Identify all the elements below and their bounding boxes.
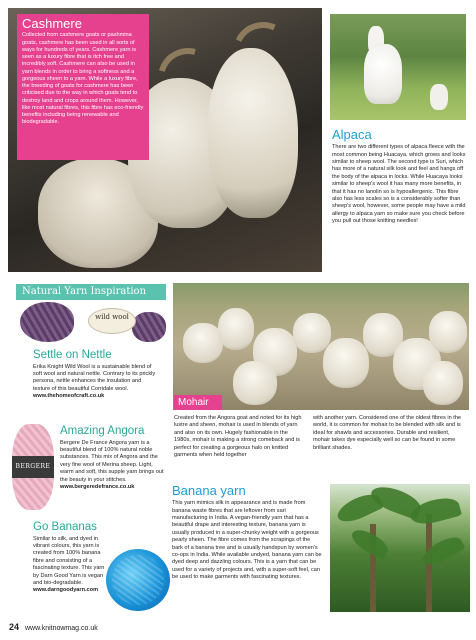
bananas-url[interactable]: www.darngoodyarn.com xyxy=(33,587,99,594)
wild-wool-label-image xyxy=(88,308,136,334)
page-number: 24 xyxy=(9,622,20,632)
page-footer xyxy=(9,622,209,632)
nettle-section xyxy=(33,349,159,401)
wild-wool-skein-image xyxy=(132,312,166,342)
wild-wool-skein-image xyxy=(20,302,74,342)
nettle-url[interactable]: www.thehomeofcraft.co.uk xyxy=(33,393,105,400)
bananas-section xyxy=(33,521,163,595)
alpaca-figure xyxy=(364,44,402,104)
angora-url[interactable]: www.bergeredefrance.co.uk xyxy=(60,483,135,490)
goat-figure xyxy=(293,313,331,353)
mohair-body-col1: Created from the Angora goat and noted for its high lustre and sheen, mohair is used in blends of yarn and also on its own. Hugely fashionable in the 1980s, mohair is making a strong comeback and is perfect for creating a gorgeous halo on knitted garments when held together xyxy=(174,415,302,458)
bananas-body: Similar to silk, and dyed in vibrant colours, this yarn is created from 100% banana fibre and consisting of a fascinating texture. This yarn by Darn Good Yarn is vegan and bio-degradable. xyxy=(33,535,105,586)
bergere-label: BERGERE xyxy=(12,456,54,478)
alpaca-figure xyxy=(430,84,448,110)
wild-wool-label-text: wild wool xyxy=(95,313,129,321)
footer-site[interactable]: www.knitnowmag.co.uk xyxy=(24,625,98,632)
goat-figure xyxy=(429,311,467,353)
banana-yarn-title: Banana yarn xyxy=(172,483,246,498)
banana-yarn-section xyxy=(172,484,322,581)
mohair-title: Mohair xyxy=(174,395,222,410)
goat-figure xyxy=(233,361,277,405)
alpaca-photo xyxy=(330,14,466,120)
goat-figure xyxy=(183,323,223,363)
inspiration-banner: Natural Yarn Inspiration xyxy=(16,284,166,300)
cashmere-title: Cashmere xyxy=(22,16,82,31)
mohair-goats-photo xyxy=(173,283,469,410)
goat-figure xyxy=(323,338,369,388)
mohair-body-col2: with another yarn. Considered one of the oldest fibres in the world, it is common for mohair to be blended with silk and is ideal for shawls and accessories. Durable and resilient, mohair takes dye especially well so can be found in some brilliant shades. xyxy=(313,415,462,451)
angora-section xyxy=(60,425,164,491)
nettle-title: Settle on Nettle xyxy=(33,349,112,361)
goat-figure xyxy=(423,361,463,405)
angora-title: Amazing Angora xyxy=(60,425,145,437)
angora-body: Bergere De France Angora yarn is a beautiful blend of 100% natural noble substances. This mix of Angora and the very fine wool of Merina sheep. Light, warm and soft, this supple yarn brings out the beauty in your stitches. xyxy=(60,439,164,483)
cashmere-body: Collected from cashmere goats or pashmina goats, cashmere has been used in all sorts of ways for hundreds of years. Cashmere yarn is seen as a luxury fibre that is itch free and incredibly soft. Cashmere can also be used in yarn blends in order to bring a softness and a gorgeous sheen to a yarn. While a luxury fibre, the breeding of goats for cashmere has been criticised due to the way in which goats tend to destroy land and crops around them. However, like most natural fibres, this fibre has eco-friendly benefits including being renewable and biodegradable. xyxy=(22,32,144,126)
banana-tree-photo xyxy=(330,484,470,612)
cashmere-section xyxy=(17,14,149,160)
banana-yarn-body: This yarn mimics silk in appearance and is made from banana waste fibres that are leftover from sari manufacturing in India. A vegan-friendly yarn that has a beautiful drape and interesting texture, banana yarn is usually produced in a super-chunky weight with a gorgeous pearly sheen. The fibre comes from the scrapings of the bark of a banana tree and is usually handspun by women's co-ops in India. While available undyed, banana yarn can be dyed deep and dazzling colours. This is a yarn that can be used for a variety of projects and, with a super-soft feel, can be used to make garments with fascinating textures. xyxy=(172,500,322,581)
alpaca-section xyxy=(332,128,468,225)
alpaca-body: There are two different types of alpaca fleece with the most common being Huacaya, which grows and looks similar to sheep wool. The second type is Suri, which has more of a natural silk look and feel and hangs off the body of the alpaca in locks. While Huacaya looks similar to sheep's wool it has many more benefits, in that it has no lanolin so is hypoallergenic. This fibre also has less scales so is a considerably softer than sheep's wool, however, some people may have a mild allergy to alpaca yarn so make sure you check before you pull out those knitting needles! xyxy=(332,144,466,225)
goat-figure xyxy=(218,308,254,350)
bananas-title: Go Bananas xyxy=(33,521,97,533)
nettle-body: Erika Knight Wild Wool is a sustainable blend of soft wool and natural nettle. Contrary to its prickly persona, nettle enhances the insulation and texture of this beautiful Corridale wool. xyxy=(33,363,156,392)
alpaca-title: Alpaca xyxy=(332,127,372,142)
